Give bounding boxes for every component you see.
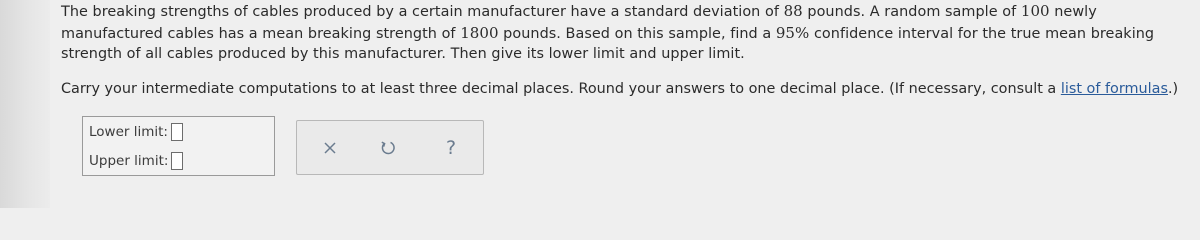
confidence-level-value: 95% (775, 23, 810, 42)
undo-button[interactable] (375, 135, 401, 161)
x-icon (323, 141, 337, 155)
problem-text-4: pounds. Based on this sample, find a (498, 25, 776, 42)
answer-toolbar (296, 120, 484, 175)
left-edge-strip (0, 0, 50, 208)
problem-text-2: pounds. A random sample of (802, 4, 1021, 20)
answer-panel (82, 116, 275, 176)
standard-deviation-value: 88 (783, 2, 803, 20)
instructions (61, 79, 1181, 99)
problem-text-5: confidence interval for the true mean breaking strength of all cables produced by this manufacturer. Then give its lower limit and upper limit. (61, 25, 1155, 62)
lower-limit-label: Lower limit: (89, 124, 168, 140)
upper-limit-row (89, 151, 183, 171)
sample-mean-value: 1800 (460, 23, 499, 42)
sample-size-value: 100 (1020, 2, 1050, 20)
problem-statement (61, 0, 1181, 65)
lower-limit-input[interactable] (171, 123, 183, 141)
problem-text-1: The breaking strengths of cables produced by a certain manufacturer have a standard deviation of (61, 4, 784, 20)
undo-icon (379, 139, 397, 157)
help-button[interactable] (438, 135, 464, 161)
problem-text-3: newly manufactured cables has a mean breaking strength of (61, 4, 1097, 42)
instructions-text: Carry your intermediate computations to at least three decimal places. Round your answers to one decimal place. (If necessary, consult a (61, 80, 1061, 97)
help-icon: ? (445, 137, 457, 159)
upper-limit-input[interactable] (171, 152, 183, 170)
upper-limit-label: Upper limit: (89, 153, 169, 169)
formulas-link[interactable]: list of formulas (1060, 80, 1168, 97)
instructions-end: .) (1167, 80, 1179, 97)
clear-button[interactable] (317, 135, 343, 161)
question-content (61, 0, 1181, 99)
lower-limit-row (89, 122, 183, 142)
